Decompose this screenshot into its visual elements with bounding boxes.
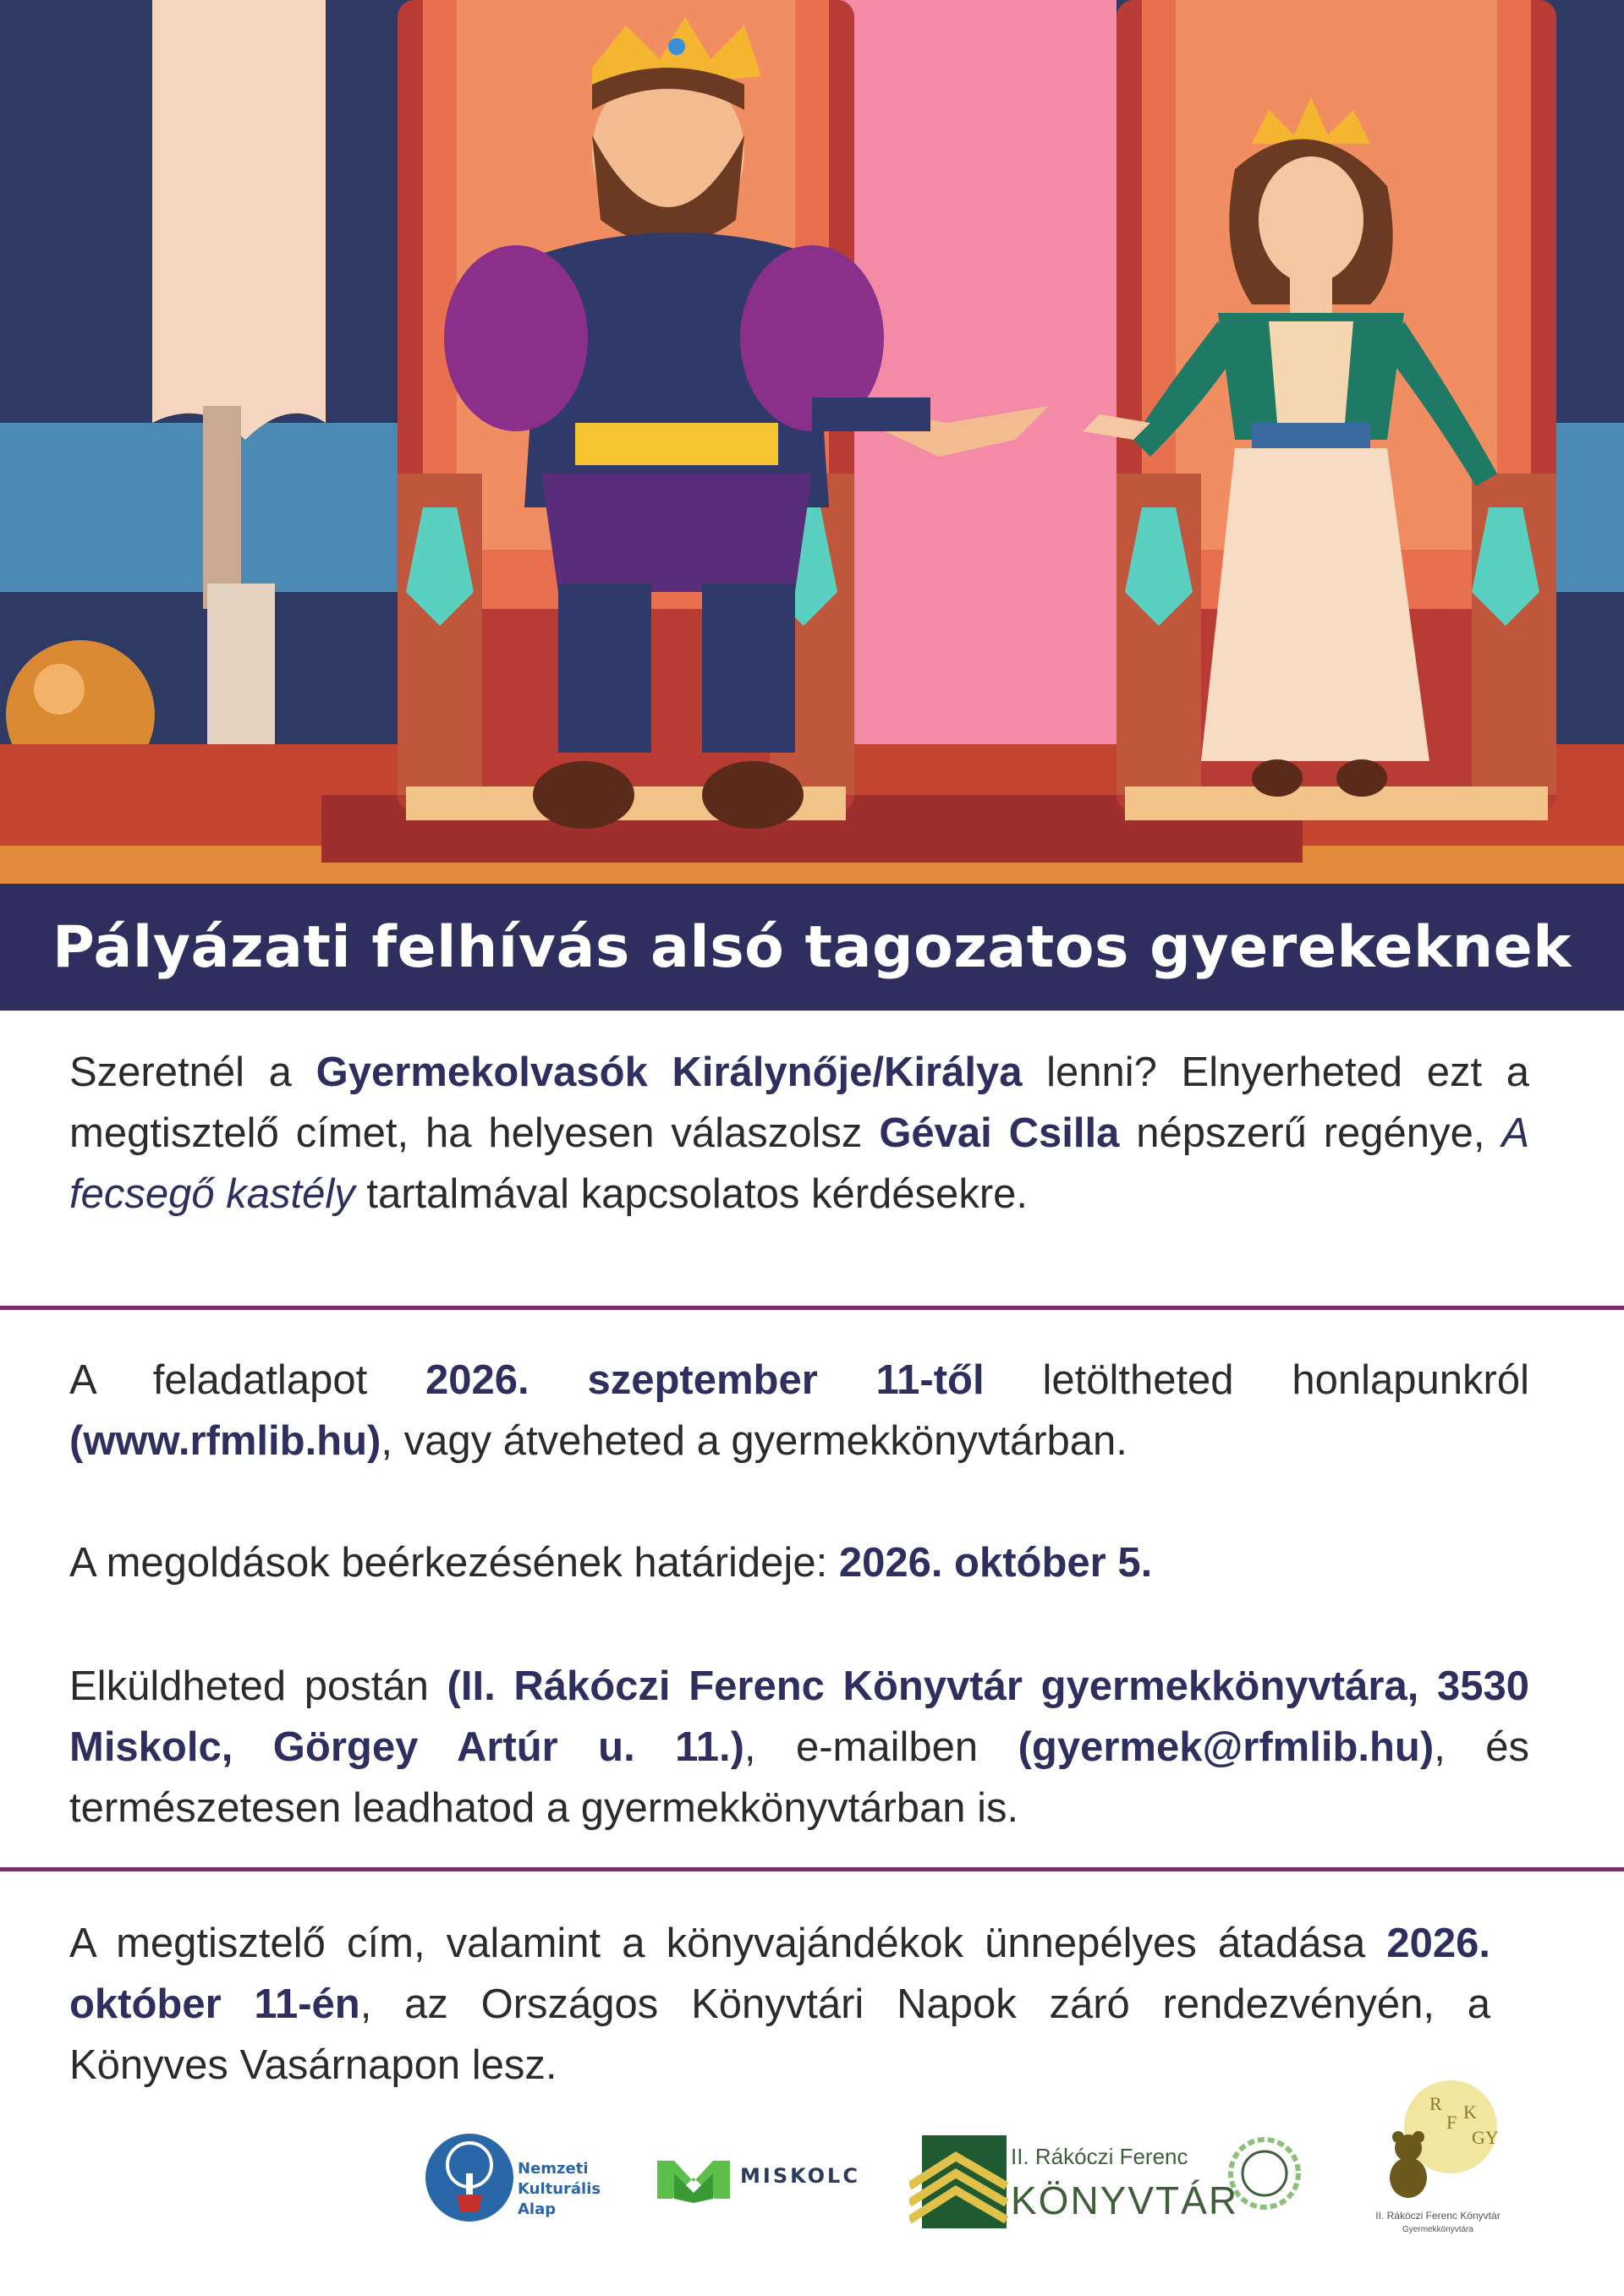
konyvtar-roof-logo (909, 2127, 1011, 2228)
nka-line-3: Alap (518, 2200, 557, 2218)
intro-section (69, 1042, 1529, 1225)
author-highlight: Gévai Csilla (879, 1110, 1120, 1156)
konyvtar-name: KÖNYVTÁR (1011, 2178, 1239, 2222)
title-bar (0, 884, 1624, 1011)
download-paragraph (69, 1350, 1529, 1471)
download-text-3: , vagy átveheted a gyermekkönyvtárban. (381, 1418, 1127, 1464)
nka-name (518, 2159, 601, 2220)
teddy-bear-logo (1370, 2076, 1506, 2203)
download-text-2: letöltheted honlapunkról (984, 1357, 1529, 1403)
konyvtar-logo (909, 2127, 1307, 2245)
nka-line-2: Kulturális (518, 2180, 601, 2198)
postal-address: (II. Rákóczi Ferenc Könyvtár gyermekkönyvtára, 3530 Miskolc, Görgey Artúr u. 11.) (69, 1663, 1529, 1770)
nka-tree-emblem (423, 2127, 516, 2228)
intro-text-2: lenni? Elnyerheted ezt a megtisztelő címet, ha helyesen válaszolsz (69, 1049, 1529, 1156)
sponsor-logos (0, 2076, 1624, 2279)
miskolc-name: MISKOLC (740, 2164, 860, 2188)
konyvtar-subtitle: II. Rákóczi Ferenc (1011, 2144, 1188, 2169)
deadline-paragraph (69, 1532, 1529, 1593)
deadline-section (69, 1532, 1529, 1593)
miskolc-logo (656, 2127, 859, 2228)
svg-text:F: F (1446, 2112, 1457, 2133)
gyermekkonyvtar-logo (1353, 2076, 1522, 2245)
gyermek-line-2: Gyermekkönyvtára (1402, 2225, 1473, 2234)
intro-text-3: népszerű regénye, (1119, 1110, 1502, 1156)
ceremony-paragraph (69, 1913, 1490, 2096)
deadline-text: A megoldások beérkezésének határideje: (69, 1540, 839, 1586)
page-title: Pályázati felhívás alsó tagozatos gyerekeknek (52, 913, 1572, 981)
deadline-date: 2026. október 5. (838, 1540, 1153, 1586)
gyermek-line-1: II. Rákóczi Ferenc Könyvtár (1375, 2210, 1501, 2222)
nka-line-1: Nemzeti (518, 2160, 589, 2178)
intro-text-1: Szeretnél a (69, 1049, 316, 1095)
konyvtar-circle-emblem (1222, 2131, 1307, 2216)
hero-illustration (0, 0, 1624, 884)
send-section (69, 1656, 1529, 1838)
ceremony-section (69, 1913, 1490, 2096)
nka-logo (423, 2127, 626, 2228)
email-link[interactable]: (gyermek@rfmlib.hu) (1018, 1724, 1435, 1770)
download-date: 2026. szeptember 11-től (425, 1357, 985, 1403)
send-text-3: , és természetesen leadhatod a gyermekkönyvtárban is. (69, 1724, 1529, 1831)
title-highlight: Gyermekolvasók Királynője/Királya (315, 1049, 1023, 1095)
send-text-1: Elküldheted postán (69, 1663, 447, 1709)
svg-text:K: K (1463, 2101, 1477, 2123)
ceremony-text-1: A megtisztelő cím, valamint a könyvajándékok ünnepélyes átadása (69, 1921, 1387, 1966)
send-text-2: , e-mailben (743, 1724, 1018, 1770)
ceremony-date: 2026. október 11-én (69, 1921, 1490, 2027)
download-section (69, 1350, 1529, 1471)
ceremony-text-2: , az Országos Könyvtári Napok záró rendezvényén, a Könyves Vasárnapon lesz. (69, 1981, 1490, 2088)
intro-paragraph (69, 1042, 1529, 1225)
svg-text:R: R (1429, 2093, 1442, 2114)
intro-text-4: tartalmával kapcsolatos kérdésekre. (354, 1171, 1028, 1217)
throne-room-scene (0, 0, 1624, 884)
download-text-1: A feladatlapot (69, 1357, 426, 1403)
svg-text:GY: GY (1472, 2127, 1499, 2148)
miskolc-m-logo (656, 2127, 732, 2228)
book-title: A fecsegő kastély (69, 1110, 1529, 1217)
divider-2 (0, 1867, 1624, 1871)
send-paragraph (69, 1656, 1529, 1838)
divider-1 (0, 1306, 1624, 1310)
website-link[interactable]: (www.rfmlib.hu) (69, 1418, 381, 1464)
